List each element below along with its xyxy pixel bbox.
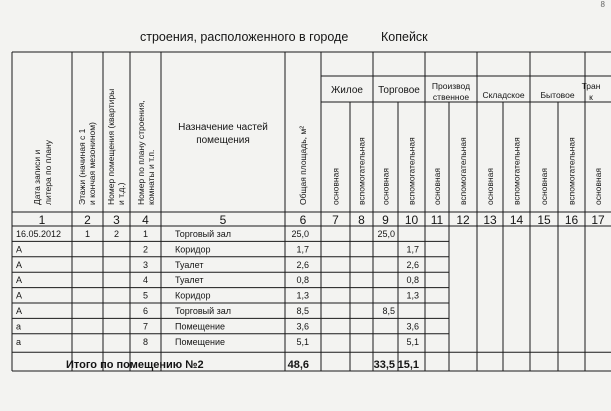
subheader-main: основная: [593, 168, 603, 205]
row-area: 1,7: [296, 244, 309, 255]
subheader-main: основная: [539, 168, 549, 205]
column-number: 17: [591, 213, 605, 227]
column-number: 15: [537, 213, 551, 227]
row-plan-number: 8: [142, 336, 149, 347]
column-number: 10: [404, 213, 419, 227]
row-plan-number: 2: [142, 244, 149, 255]
column-number: 6: [299, 213, 307, 227]
row-purpose: Помещение: [175, 321, 225, 332]
row-plan-number: 3: [142, 259, 149, 270]
row-plan-number: 6: [142, 306, 149, 316]
column-number: 12: [456, 213, 470, 227]
row-date-litera: А: [16, 244, 23, 255]
row-trade-aux: 5,1: [406, 336, 419, 347]
column-number: 14: [509, 213, 524, 227]
total-label: Итого по помещению №2: [66, 359, 204, 372]
row-trade-aux: 0,8: [406, 275, 419, 286]
header-floor: Этажи (начиная с 1и кончая мезонином): [77, 122, 97, 205]
group-trade: Торговое: [378, 85, 420, 96]
column-number: 5: [219, 213, 227, 227]
header-total-area: Общая площадь, м²: [298, 125, 308, 205]
corner-mark: 8: [600, 0, 605, 9]
row-floor: 1: [84, 229, 91, 239]
document-caption: строения, расположенного в городе: [140, 30, 349, 44]
column-number: 16: [564, 213, 579, 227]
header-date: Дата записи илитера по плану: [32, 140, 53, 205]
header-room-number: Номер помещения (квартирыи т.д.): [106, 88, 126, 205]
row-date-litera: А: [16, 306, 23, 316]
subheader-main: основная: [330, 168, 341, 205]
row-area: 25,0: [291, 229, 309, 239]
row-purpose: Коридор: [175, 290, 211, 301]
city-name: Копейск: [381, 30, 428, 44]
group-household: Бытовое: [540, 90, 575, 100]
row-date-litera: А: [16, 290, 23, 301]
row-area: 1,3: [296, 290, 309, 301]
row-purpose: Туалет: [175, 259, 204, 270]
row-purpose: Туалет: [175, 275, 204, 286]
row-trade-aux: 1,3: [406, 290, 419, 301]
column-number: 1: [38, 213, 46, 227]
total-area: 48,6: [287, 359, 309, 372]
subheader-aux: вспомогательная: [566, 137, 577, 205]
row-purpose: Помещение: [175, 336, 225, 347]
row-trade-main: 25,0: [377, 229, 395, 239]
row-area: 8,5: [296, 306, 309, 316]
column-number: 11: [430, 213, 444, 227]
row-date-litera: а: [16, 321, 22, 332]
row-date-litera: А: [16, 259, 23, 270]
row-date-litera: а: [16, 336, 22, 347]
total-trade-main: 33,5: [373, 359, 395, 372]
row-purpose: Торговый зал: [175, 229, 232, 239]
column-number: 2: [84, 213, 91, 227]
group-transport: Тран к: [581, 81, 601, 102]
subheader-aux: вспомогательная: [511, 137, 522, 205]
row-plan-number: 1: [142, 229, 149, 239]
row-date-litera: 16.05.2012: [16, 229, 62, 239]
row-purpose: Торговый зал: [175, 306, 232, 316]
header-purpose: Назначение частей помещения: [178, 122, 268, 146]
row-trade-aux: 1,7: [406, 244, 419, 255]
column-number: 13: [483, 213, 497, 227]
column-number: 7: [332, 213, 339, 227]
subheader-main: основная: [380, 168, 391, 205]
row-trade-aux: 2,6: [406, 259, 419, 270]
row-room-number: 2: [113, 229, 120, 239]
header-plan-number: Номер по плану строения,комнаты и т.п.: [136, 100, 156, 205]
subheader-aux: вспомогательная: [406, 137, 417, 205]
row-trade-main: 8,5: [382, 306, 395, 316]
row-purpose: Коридор: [175, 244, 211, 255]
total-trade-aux: 15,1: [397, 359, 419, 372]
column-number: 4: [142, 213, 149, 227]
row-area: 3,6: [296, 321, 309, 332]
row-area: 5,1: [296, 336, 309, 347]
subheader-aux: вспомогательная: [356, 137, 367, 205]
column-number: 9: [382, 213, 389, 227]
row-plan-number: 5: [142, 290, 149, 301]
subheader-main: основная: [485, 168, 495, 205]
group-warehouse: Складское: [482, 90, 525, 100]
subheader-main: основная: [432, 168, 442, 205]
group-production: Производ ственное: [431, 81, 471, 102]
row-area: 2,6: [296, 259, 309, 270]
row-trade-aux: 3,6: [406, 321, 419, 332]
row-date-litera: А: [16, 275, 23, 286]
row-plan-number: 4: [142, 275, 149, 286]
group-residential: Жилое: [331, 85, 363, 96]
row-plan-number: 7: [142, 321, 149, 332]
column-number: 3: [113, 213, 120, 227]
subheader-aux: вспомогательная: [458, 137, 468, 205]
row-area: 0,8: [296, 275, 309, 286]
column-number: 8: [358, 213, 365, 227]
